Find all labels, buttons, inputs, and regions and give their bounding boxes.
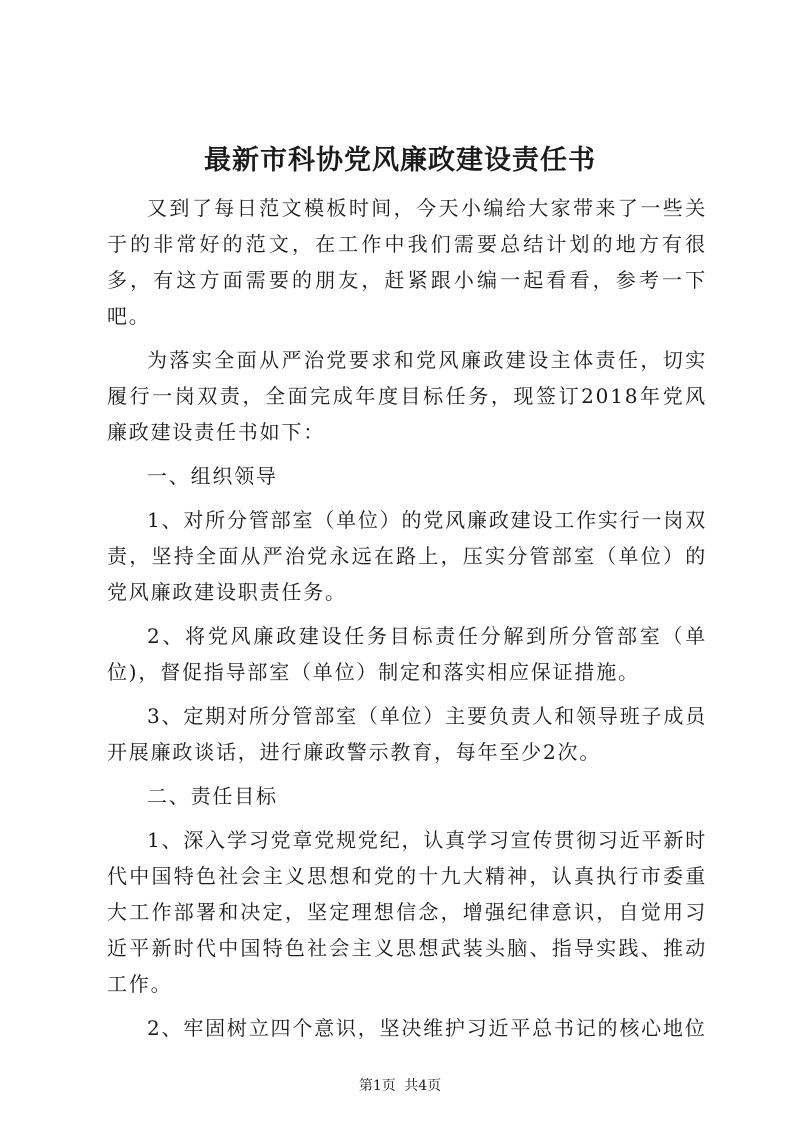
document-title: 最新市科协党风廉政建设责任书 [204, 145, 596, 176]
paragraph-purpose: 为落实全面从严治党要求和党风廉政建设主体责任，切实履行一岗双责，全面完成年度目标任务，现签订2018年党风廉政建设责任书如下： [107, 348, 707, 444]
paragraph-org-item-3: 3、定期对所分管部室（单位）主要负责人和领导班子成员开展廉政谈话，进行廉政警示教育，每年至少2次。 [107, 704, 707, 764]
page-footer [0, 1076, 800, 1096]
section-heading-goals: 二、责任目标 [147, 784, 278, 808]
paragraph-org-item-1: 1、对所分管部室（单位）的党风廉政建设工作实行一岗双责，坚持全面从严治党永远在路上，压实分管部室（单位）的党风廉政建设职责任务。 [107, 508, 707, 604]
paragraph-org-item-2: 2、将党风廉政建设任务目标责任分解到所分管部室（单位)，督促指导部室（单位）制定和落实相应保证措施。 [107, 624, 707, 684]
document-body [107, 190, 707, 1046]
section-heading-organization: 一、组织领导 [147, 464, 278, 488]
paragraph-goal-item-1: 1、深入学习党章党规党纪，认真学习宣传贯彻习近平新时代中国特色社会主义思想和党的十九大精神，认真执行市委重大工作部署和决定，坚定理想信念，增强纪律意识，自觉用习近平新时代中国特色社会主义思想武装头脑、指导实践、推动工作。 [107, 828, 707, 996]
page-total: 共4页 [404, 1078, 442, 1094]
paragraph-goal-item-2: 2、牢固树立四个意识，坚决维护习近平总书记的核心地位 [147, 1016, 707, 1040]
paragraph-intro: 又到了每日范文模板时间，今天小编给大家带来了一些关于的非常好的范文，在工作中我们需要总结计划的地方有很多，有这方面需要的朋友，赶紧跟小编一起看看，参考一下吧。 [107, 196, 707, 328]
page-number: 第1页 [358, 1078, 396, 1094]
